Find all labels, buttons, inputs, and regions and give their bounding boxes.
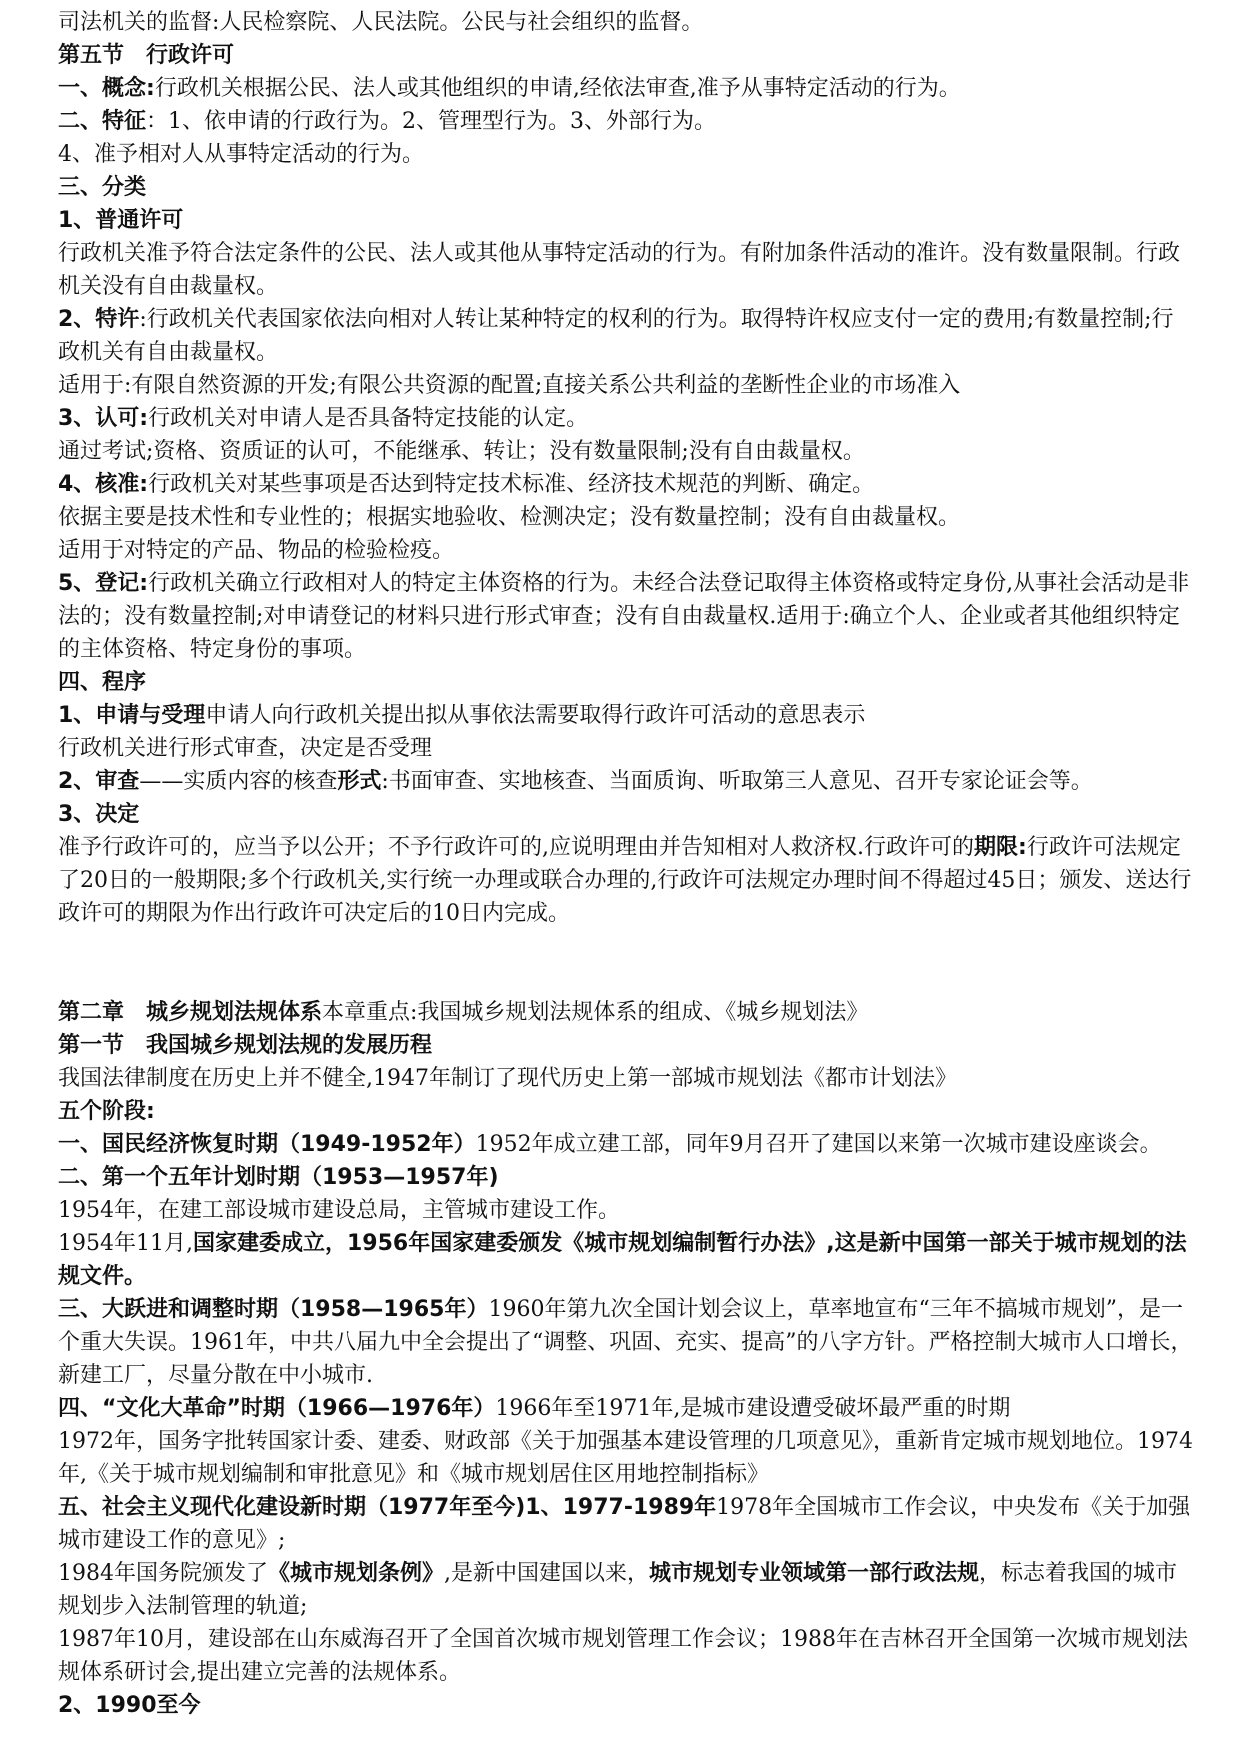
text-line xyxy=(58,435,1193,468)
text-line xyxy=(58,567,1193,666)
bold-text: 五、社会主义现代化建设新时期（1977年至今)1、1977-1989年 xyxy=(58,1495,717,1520)
text-line xyxy=(58,831,1193,930)
text-run: 1954年11月, xyxy=(58,1231,193,1256)
bold-text: 2、1990至今 xyxy=(58,1693,201,1718)
text-line xyxy=(58,1227,1193,1293)
text-line xyxy=(58,237,1193,303)
bold-text: 四、程序 xyxy=(58,670,147,695)
bold-text: 2、特许 xyxy=(58,307,140,332)
bold-text: 二、第一个五年计划时期（1953—1957年) xyxy=(58,1165,499,1190)
text-line xyxy=(58,666,1193,699)
text-run: 行政机关确立行政相对人的特定主体资格的行为。未经合法登记取得主体资格或特定身份,从事社会活动是非法的；没有数量控制;对申请登记的材料只进行形式审查；没有自由裁量权.适用于:确立个人、企业或者其他组织特定的主体资格、特定身份的事项。 xyxy=(58,571,1190,662)
text-run: 1954年，在建工部设城市建设总局，主管城市建设工作。 xyxy=(58,1198,620,1223)
bold-text: 一、国民经济恢复时期（1949-1952年） xyxy=(58,1132,476,1157)
text-run: 通过考试;资格、资质证的认可，不能继承、转让；没有数量限制;没有自由裁量权。 xyxy=(58,439,865,464)
text-line xyxy=(58,6,1193,39)
text-run: 1960年第九次全国计划会议上，草率地宣布“三年不搞城市规划”，是一个重大失误。1961年，中共八届九中全会提出了“调整、巩固、充实、提高”的八字方针。严格控制大城市人口增长，新建工厂，尽量分散在中小城市. xyxy=(58,1297,1193,1388)
text-line xyxy=(58,402,1193,435)
document-page xyxy=(58,6,1193,1722)
text-run: :行政机关代表国家依法向相对人转让某种特定的权利的行为。取得特许权应支付一定的费用;有数量控制;行政机关有自由裁量权。 xyxy=(58,307,1174,365)
bold-text: 国家建委成立，1956年国家建委颁发《城市规划编制暂行办法》,这是新中国第一部关于城市规划的法规文件。 xyxy=(58,1231,1187,1289)
text-run: 行政机关根据公民、法人或其他组织的申请,经依法审查,准予从事特定活动的行为。 xyxy=(154,76,961,101)
text-line xyxy=(58,798,1193,831)
text-line xyxy=(58,1557,1193,1623)
text-run: 1984年国务院颁发了 xyxy=(58,1561,268,1586)
text-line xyxy=(58,534,1193,567)
bold-text: 1、申请与受理 xyxy=(58,703,206,728)
text-run: 行政机关对某些事项是否达到特定技术标准、经济技术规范的判断、确定。 xyxy=(148,472,875,497)
text-run: ——实质内容的核查 xyxy=(139,769,338,794)
text-run: 本章重点:我国城乡规划法规体系的组成、《城乡规划法》 xyxy=(322,1000,869,1025)
text-line xyxy=(58,1623,1193,1689)
text-line xyxy=(58,732,1193,765)
text-line xyxy=(58,699,1193,732)
text-run: 我国法律制度在历史上并不健全,1947年制订了现代历史上第一部城市规划法《都市计划法》 xyxy=(58,1066,957,1091)
bold-text: 《城市规划条例》 xyxy=(268,1561,445,1586)
bold-text: 3、认可: xyxy=(58,406,149,431)
text-line xyxy=(58,1689,1193,1722)
bold-text: 城市规划专业领域第一部行政法规 xyxy=(649,1561,980,1586)
bold-text: 五个阶段: xyxy=(58,1099,155,1124)
text-run: 1987年10月，建设部在山东威海召开了全国首次城市规划管理工作会议；1988年在吉林召开全国第一次城市规划法规体系研讨会,提出建立完善的法规体系。 xyxy=(58,1627,1188,1685)
bold-text: 一、概念: xyxy=(58,76,155,101)
text-line xyxy=(58,303,1193,369)
bold-text: 二、特征 xyxy=(58,109,147,134)
text-line xyxy=(58,468,1193,501)
text-run: 行政机关对申请人是否具备特定技能的认定。 xyxy=(148,406,589,431)
bold-text: 三、分类 xyxy=(58,175,147,200)
text-run: 依据主要是技术性和专业性的；根据实地验收、检测决定；没有数量控制；没有自由裁量权。 xyxy=(58,505,961,530)
text-line xyxy=(58,501,1193,534)
text-line xyxy=(58,171,1193,204)
text-line xyxy=(58,1293,1193,1392)
bold-text: 1、普通许可 xyxy=(58,208,184,233)
bold-text: 4、核准: xyxy=(58,472,149,497)
text-line xyxy=(58,765,1193,798)
text-run: 行政机关进行形式审查，决定是否受理 xyxy=(58,736,433,761)
text-run: :书面审查、实地核查、当面质询、听取第三人意见、召开专家论证会等。 xyxy=(381,769,1093,794)
bold-text: 四、“文化大革命”时期（1966—1976年） xyxy=(58,1396,496,1421)
text-line xyxy=(58,1194,1193,1227)
text-run: 1972年，国务字批转国家计委、建委、财政部《关于加强基本建设管理的几项意见》，重新肯定城市规划地位。1974年,《关于城市规划编制和审批意见》和《城市规划居住区用地控制指标》 xyxy=(58,1429,1193,1487)
text-run: 申请人向行政机关提出拟从事依法需要取得行政许可活动的意思表示 xyxy=(205,703,866,728)
bold-text: 期限: xyxy=(974,835,1027,860)
text-line xyxy=(58,39,1193,72)
text-line xyxy=(58,1095,1193,1128)
text-run: 1978年全国城市工作会议，中央发布《关于加强城市建设工作的意见》; xyxy=(58,1495,1191,1553)
bold-text: 三、大跃进和调整时期（1958—1965年） xyxy=(58,1297,489,1322)
bold-text: 5、登记: xyxy=(58,571,149,596)
text-line xyxy=(58,72,1193,105)
text-run: 适用于对特定的产品、物品的检验检疫。 xyxy=(58,538,455,563)
text-line xyxy=(58,1392,1193,1425)
text-run: 1966年至1971年,是城市建设遭受破坏最严重的时期 xyxy=(495,1396,1011,1421)
text-run: 适用于:有限自然资源的开发;有限公共资源的配置;直接关系公共利益的垄断性企业的市场准入 xyxy=(58,373,961,398)
text-line xyxy=(58,138,1193,171)
bold-text: 形式 xyxy=(337,769,382,794)
text-line xyxy=(58,1062,1193,1095)
text-line xyxy=(58,1128,1193,1194)
text-line xyxy=(58,1425,1193,1491)
text-run: 4、准予相对人从事特定活动的行为。 xyxy=(58,142,424,167)
text-run: ：1、依申请的行政行为。2、管理型行为。3、外部行为。 xyxy=(146,109,717,134)
text-run: 行政许可法规定了20日的一般期限;多个行政机关,实行统一办理或联合办理的,行政许可法规定办理时间不得超过45日；颁发、送达行政许可的期限为作出行政许可决定后的10日内完成。 xyxy=(58,835,1192,926)
text-run: 司法机关的监督:人民检察院、人民法院。公民与社会组织的监督。 xyxy=(58,10,704,35)
text-line xyxy=(58,1029,1193,1062)
text-run: 准予行政许可的，应当予以公开；不予行政许可的,应说明理由并告知相对人救济权.行政许可的 xyxy=(58,835,974,860)
text-line xyxy=(58,204,1193,237)
text-line xyxy=(58,369,1193,402)
text-line xyxy=(58,1491,1193,1557)
text-run: 1952年成立建工部，同年9月召开了建国以来第一次城市建设座谈会。 xyxy=(475,1132,1162,1157)
text-run: ，标志着我国的城市规划步入法制管理的轨道; xyxy=(58,1561,1178,1619)
bold-text: 第一节 我国城乡规划法规的发展历程 xyxy=(58,1033,433,1058)
blank-spacer xyxy=(58,930,1193,996)
text-line xyxy=(58,996,1193,1029)
text-line xyxy=(58,105,1193,138)
text-run: 行政机关准予符合法定条件的公民、法人或其他从事特定活动的行为。有附加条件活动的准许。没有数量限制。行政机关没有自由裁量权。 xyxy=(58,241,1181,299)
bold-text: 第五节 行政许可 xyxy=(58,43,235,68)
bold-text: 2、审查 xyxy=(58,769,140,794)
bold-text: 第二章 城乡规划法规体系 xyxy=(58,1000,323,1025)
bold-text: 3、决定 xyxy=(58,802,140,827)
text-run: ,是新中国建国以来， xyxy=(444,1561,650,1586)
